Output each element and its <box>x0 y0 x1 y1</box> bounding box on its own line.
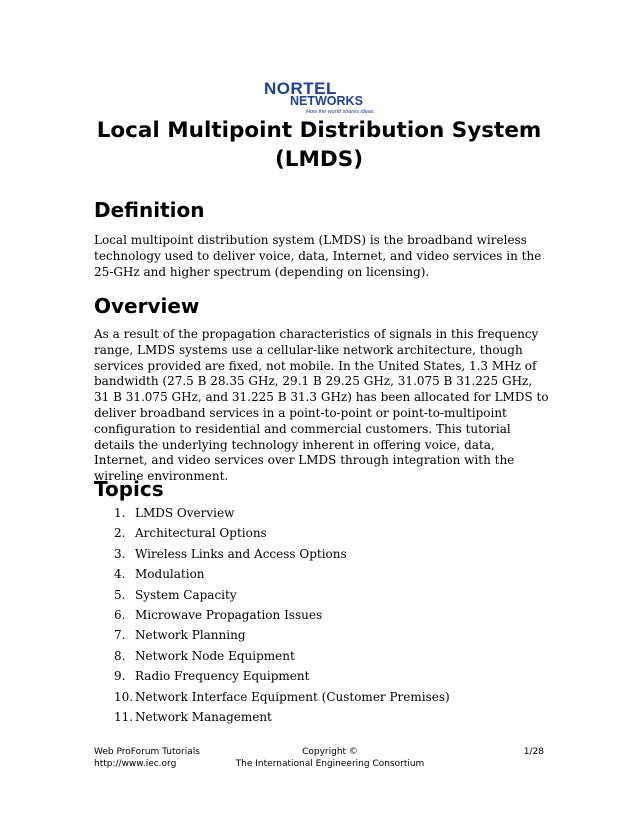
topic-item <box>114 585 450 605</box>
overview-text: As a result of the propagation characteristics of signals in this frequency range, LMDS systems use a cellular-like network architecture, though services provided are fixed, not mobile. In the United States, 1.3 MHz of bandwidth (27.5 B 28.35 GHz, 29.1 B 29.25 GHz, 31.075 B 31.225 GHz, 31 B 31.075 GHz, and 31.225 B 31.3 GHz) has been allocated for LMDS to deliver broadband services in a point-to-point or point-to-multipoint configuration to residential and commercial customers. This tutorial details the underlying technology inherent in offering voice, data, Internet, and video services over LMDS through integration with the wireline environment. <box>94 327 549 484</box>
overview-heading: Overview <box>94 294 200 318</box>
footer-publisher: Web ProForum Tutorials <box>94 747 200 757</box>
topic-item <box>114 646 450 666</box>
topic-number: 4. <box>114 567 126 582</box>
topic-item <box>114 687 450 707</box>
topic-item <box>114 605 450 625</box>
logo-line1: NORTEL <box>264 79 337 98</box>
logo-tagline: How the world shares ideas. <box>306 109 376 115</box>
footer-page-number: 1/28 <box>523 747 544 757</box>
topic-number: 1. <box>114 506 126 520</box>
topic-label: Microwave Propagation Issues <box>135 607 323 622</box>
definition-text: Local multipoint distribution system (LMDS) is the broadband wireless technology used to deliver voice, data, Internet, and video services in the 25-GHz and higher spectrum (depending on licensing). <box>94 233 542 279</box>
topic-label: Network Interface Equipment (Customer Premises) <box>135 689 450 704</box>
definition-heading: Definition <box>94 198 205 222</box>
topic-item <box>114 625 450 645</box>
topic-label: Architectural Options <box>135 526 267 541</box>
topic-label: Modulation <box>135 567 205 582</box>
nortel-networks-logo <box>264 80 374 120</box>
title-line2: (LMDS) <box>274 147 364 172</box>
topic-label: LMDS Overview <box>135 506 235 520</box>
topic-label: System Capacity <box>135 587 237 602</box>
topic-label: Radio Frequency Equipment <box>135 669 310 684</box>
topic-item <box>114 544 450 564</box>
title-line1: Local Multipoint Distribution System <box>96 118 542 143</box>
topics-heading: Topics <box>94 477 164 501</box>
footer-consortium: The International Engineering Consortium <box>235 759 425 769</box>
topic-item <box>114 503 450 523</box>
footer-url: http://www.iec.org <box>94 759 177 769</box>
topic-label: Network Planning <box>135 628 246 643</box>
topic-number: 10. <box>114 689 134 704</box>
topics-list <box>114 503 450 727</box>
topic-item <box>114 564 450 584</box>
topic-item <box>114 523 450 543</box>
topic-item <box>114 707 450 727</box>
topic-label: Network Management <box>135 709 272 724</box>
topic-number: 6. <box>114 607 126 622</box>
topic-number: 3. <box>114 546 126 561</box>
topic-number: 9. <box>114 669 126 684</box>
footer-center <box>230 746 430 770</box>
topic-number: 2. <box>114 526 126 541</box>
footer-copyright: Copyright © <box>302 747 358 757</box>
topic-label: Wireless Links and Access Options <box>135 546 347 561</box>
topic-number: 8. <box>114 648 126 663</box>
logo-line2: NETWORKS <box>290 94 363 108</box>
topic-label: Network Node Equipment <box>135 648 295 663</box>
footer-left <box>94 746 200 770</box>
topic-number: 11. <box>114 709 134 724</box>
topic-item <box>114 666 450 686</box>
page-title <box>60 116 578 174</box>
topic-number: 7. <box>114 628 126 643</box>
topic-number: 5. <box>114 587 126 602</box>
